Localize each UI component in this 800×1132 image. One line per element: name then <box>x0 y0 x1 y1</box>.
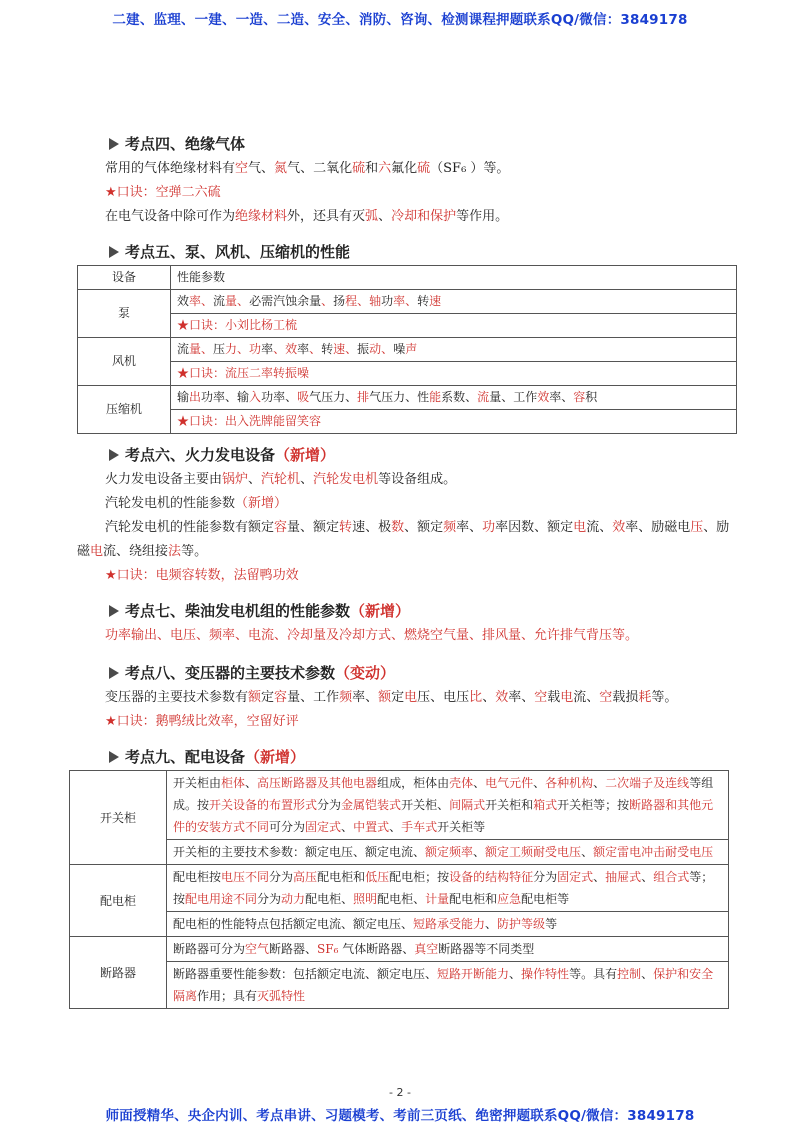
highlight-text: 配电用途不同 <box>185 892 258 906</box>
text-segment: 、 <box>473 776 486 790</box>
text-segment: 流、绕组接 <box>103 544 169 559</box>
device-cell: 断路器 <box>70 937 167 1009</box>
highlight-text: 短路开断能力 <box>437 967 510 981</box>
text-segment: 、 <box>593 776 606 790</box>
table-row <box>78 338 737 362</box>
text-segment: 、励磁 <box>77 520 730 559</box>
highlight-text: 开关设备的布置形式 <box>209 798 318 812</box>
section-4-para-1 <box>77 157 737 181</box>
section-5-heading: 考点五、泵、风机、压缩机的性能 <box>77 239 737 265</box>
highlight-text: 电 <box>560 690 574 705</box>
text-segment: 配电柜、 <box>377 892 426 906</box>
text-segment: 开关柜等 <box>437 820 486 834</box>
text-segment: 、 <box>248 472 262 487</box>
text-segment: 流、 <box>573 690 600 705</box>
section-6-heading: 考点六、火力发电设备（新增） <box>77 442 737 468</box>
highlight-text: 汽轮发电机 <box>313 472 379 487</box>
text-segment: 配电柜和 <box>449 892 498 906</box>
params-cell <box>171 386 737 410</box>
text-segment: 可分为 <box>269 820 306 834</box>
bottom-banner: 师面授精华、央企内训、考点串讲、习题模考、考前三页纸、绝密押题联系QQ/微信：3849178 <box>105 1108 695 1124</box>
text-segment: 开关柜和 <box>485 798 534 812</box>
highlight-text: 短路承受能力 <box>413 917 486 931</box>
text-segment: 率 <box>297 342 310 356</box>
highlight-text: 高压 <box>293 870 318 884</box>
highlight-text: 容 <box>274 520 288 535</box>
highlight-text: 率、 <box>393 294 418 308</box>
text-segment: 、 <box>641 870 654 884</box>
table-header-row <box>78 266 737 290</box>
distribution-table <box>69 770 729 1009</box>
mnemonic-cell: ★口诀：出入洗牌能留笑容 <box>171 410 737 434</box>
triangle-icon <box>109 751 119 763</box>
text-segment: 速、极 <box>352 520 392 535</box>
text-segment: 转 <box>321 342 334 356</box>
highlight-text: 电 <box>404 690 418 705</box>
mnemonic-cell: ★口诀：流压二率转振噪 <box>171 362 737 386</box>
highlight-text: 组合式 <box>653 870 690 884</box>
highlight-text: 硫 <box>352 161 366 176</box>
highlight-text: 入 <box>249 390 262 404</box>
section-6-para-2 <box>77 492 737 516</box>
header-device: 设备 <box>78 266 171 290</box>
page-content <box>77 130 737 1009</box>
highlight-text: 压 <box>690 520 704 535</box>
highlight-text: 额 <box>378 690 392 705</box>
text-segment: 和 <box>365 161 379 176</box>
highlight-text: 力、功 <box>225 342 262 356</box>
text-segment: 、 <box>389 820 402 834</box>
highlight-text: 固定式 <box>557 870 594 884</box>
text-segment: 率、 <box>352 690 379 705</box>
highlight-text: 控制 <box>617 967 642 981</box>
text-segment: 功 <box>381 294 394 308</box>
highlight-text: 、 <box>321 294 334 308</box>
highlight-text: 比 <box>469 690 483 705</box>
section-7-heading: 考点七、柴油发电机组的性能参数（新增） <box>77 598 737 624</box>
device-cell: 配电柜 <box>70 865 167 937</box>
highlight-text: 灭弧特性 <box>257 989 306 1003</box>
text-segment: 火力发电设备主要由 <box>105 472 223 487</box>
highlight-text: 量、 <box>189 342 214 356</box>
highlight-text: 速 <box>429 294 442 308</box>
text-segment: 率因数、额定 <box>495 520 574 535</box>
text-segment: 配电柜；按 <box>389 870 450 884</box>
header-params: 性能参数 <box>171 266 737 290</box>
section-8-para-1 <box>77 686 737 710</box>
text-segment: 等 <box>545 917 558 931</box>
page-number: - 2 - <box>389 1086 411 1099</box>
highlight-text: 壳体 <box>449 776 474 790</box>
highlight-text: 氮 <box>274 161 288 176</box>
highlight-text: 、 <box>309 342 322 356</box>
highlight-text: 、效 <box>273 342 298 356</box>
text-segment: 转 <box>417 294 430 308</box>
text-segment: 定 <box>261 690 275 705</box>
table-row <box>78 314 737 338</box>
params-cell <box>171 338 737 362</box>
text-segment: 、 <box>533 776 546 790</box>
text-segment: 配电柜和 <box>317 870 366 884</box>
highlight-text: 吸 <box>297 390 310 404</box>
highlight-text: 额 <box>248 690 262 705</box>
highlight-text: 声 <box>405 342 418 356</box>
highlight-text: 电压不同 <box>221 870 270 884</box>
detail-cell <box>167 962 729 1009</box>
section-6-mnemonic: ★口诀：电频容转数，法留鸭功效 <box>105 568 299 583</box>
highlight-text: 间隔式 <box>449 798 486 812</box>
text-segment: 断路器、 <box>269 942 318 956</box>
highlight-text: SF₆ <box>317 942 339 956</box>
text-segment: 汽轮发电机的性能参数有额定 <box>105 520 275 535</box>
text-segment: 配电柜的性能特点包括额定电流、额定电压、 <box>173 917 414 931</box>
section-7-para-1: 功率输出、电压、频率、电流、冷却量及冷却方式、燃烧空气量、排风量、允许排气背压等。 <box>105 628 639 643</box>
text-segment: 、 <box>509 967 522 981</box>
highlight-text: 真空 <box>414 942 439 956</box>
text-segment: 分为 <box>269 870 294 884</box>
text-segment: 在电气设备中除可作为 <box>105 209 236 224</box>
table-row <box>78 290 737 314</box>
text-segment: 、 <box>641 967 654 981</box>
performance-table <box>77 265 737 434</box>
section-8-mnemonic: ★口诀：鹅鸭绒比效率，空留好评 <box>105 714 299 729</box>
highlight-text: 操作特性 <box>521 967 570 981</box>
section-6-para-3 <box>77 516 737 564</box>
highlight-text: 弧 <box>365 209 379 224</box>
params-cell <box>171 290 737 314</box>
highlight-text: 流 <box>477 390 490 404</box>
highlight-text: 动力 <box>281 892 306 906</box>
section-4-heading: 考点四、绝缘气体 <box>77 131 737 157</box>
triangle-icon <box>109 449 119 461</box>
highlight-text: 额定工频耐受电压 <box>485 845 582 859</box>
highlight-text: 排 <box>357 390 370 404</box>
text-segment: 、 <box>581 845 594 859</box>
text-segment: 等。 <box>181 544 208 559</box>
text-segment: 汽轮发电机的性能参数 <box>105 496 236 511</box>
device-cell: 开关柜 <box>70 771 167 865</box>
text-segment: 、额定 <box>404 520 444 535</box>
highlight-text: 动、 <box>369 342 394 356</box>
text-segment: 、 <box>482 690 496 705</box>
text-segment: 、 <box>378 209 392 224</box>
text-segment: 作用；具有 <box>197 989 258 1003</box>
highlight-text: 效 <box>495 690 509 705</box>
mnemonic-cell: ★口诀：小刘比杨工梳 <box>171 314 737 338</box>
highlight-text: 法 <box>168 544 182 559</box>
highlight-text: 二次端子及连线 <box>605 776 690 790</box>
highlight-text: 空气 <box>245 942 270 956</box>
text-segment: 氟化 <box>391 161 418 176</box>
highlight-text: 空 <box>235 161 249 176</box>
highlight-text: 低压 <box>365 870 390 884</box>
table-row <box>70 771 729 840</box>
highlight-text: 冷却和保护 <box>391 209 457 224</box>
text-segment: 、 <box>593 870 606 884</box>
text-segment: 常用的气体绝缘材料有 <box>105 161 236 176</box>
text-segment: 断路器等不同类型 <box>438 942 535 956</box>
text-segment: 载 <box>547 690 561 705</box>
text-segment: 必需汽蚀余量 <box>249 294 322 308</box>
section-9-heading: 考点九、配电设备（新增） <box>77 744 737 770</box>
highlight-text: 频 <box>339 690 353 705</box>
section-6-para-1 <box>77 468 737 492</box>
highlight-text: 计量 <box>425 892 450 906</box>
highlight-text: （新增） <box>235 496 288 511</box>
text-segment: 噪 <box>393 342 406 356</box>
detail-cell <box>167 840 729 865</box>
text-segment: 功率、 <box>261 390 298 404</box>
highlight-text: 速、 <box>333 342 358 356</box>
text-segment: 压、电压 <box>417 690 470 705</box>
text-segment: 率 <box>261 342 274 356</box>
text-segment: 量、额定 <box>287 520 340 535</box>
text-segment: 气、二氧化 <box>287 161 353 176</box>
text-segment: 、 <box>473 845 486 859</box>
text-segment: 、 <box>341 820 354 834</box>
highlight-text: 效 <box>612 520 626 535</box>
text-segment: 振 <box>357 342 370 356</box>
highlight-text: 固定式 <box>305 820 342 834</box>
text-segment: 系数、 <box>441 390 478 404</box>
top-banner: 二建、监理、一建、一造、二造、安全、消防、咨询、检测课程押题联系QQ/微信：3849178 <box>112 12 688 28</box>
highlight-text: 照明 <box>353 892 378 906</box>
text-segment: 断路器重要性能参数：包括额定电流、额定电压、 <box>173 967 438 981</box>
table-row <box>70 962 729 1009</box>
highlight-text: 耗 <box>638 690 652 705</box>
text-segment: 率、 <box>549 390 574 404</box>
text-segment: 扬 <box>333 294 346 308</box>
highlight-text: 锅炉 <box>222 472 249 487</box>
highlight-text: 中置式 <box>353 820 390 834</box>
triangle-icon <box>109 605 119 617</box>
highlight-text: 柜体 <box>221 776 246 790</box>
highlight-text: 容 <box>573 390 586 404</box>
text-segment: 分为 <box>257 892 282 906</box>
text-segment: 断路器可分为 <box>173 942 246 956</box>
table-row <box>78 386 737 410</box>
device-cell: 压缩机 <box>78 386 171 434</box>
text-segment: 等；按 <box>173 870 714 906</box>
text-segment: 等作用。 <box>456 209 509 224</box>
text-segment: 定 <box>391 690 405 705</box>
text-segment: 压 <box>213 342 226 356</box>
detail-cell <box>167 771 729 840</box>
text-segment: （SF₆ ）等。 <box>430 161 510 176</box>
detail-cell <box>167 912 729 937</box>
triangle-icon <box>109 246 119 258</box>
highlight-text: 电 <box>573 520 587 535</box>
highlight-text: 容 <box>274 690 288 705</box>
highlight-text: 额定雷电冲击耐受电压 <box>593 845 714 859</box>
highlight-text: 电气元件 <box>485 776 534 790</box>
text-segment: 流、 <box>586 520 613 535</box>
highlight-text: 硫 <box>417 161 431 176</box>
highlight-text: 空 <box>599 690 613 705</box>
device-cell: 泵 <box>78 290 171 338</box>
text-segment: 外，还具有灭 <box>287 209 366 224</box>
text-segment: 率、 <box>456 520 483 535</box>
text-segment: 分为 <box>533 870 558 884</box>
highlight-text: 绝缘材料 <box>235 209 288 224</box>
highlight-text: 额定频率 <box>425 845 474 859</box>
highlight-text: 箱式 <box>533 798 558 812</box>
text-segment: 等。 <box>651 690 678 705</box>
highlight-text: 抽屉式 <box>605 870 642 884</box>
text-segment: 配电柜等 <box>521 892 570 906</box>
highlight-text: 功 <box>482 520 496 535</box>
text-segment: 、 <box>485 917 498 931</box>
table-row <box>78 362 737 386</box>
text-segment: 配电柜按 <box>173 870 222 884</box>
text-segment: 效 <box>177 294 190 308</box>
detail-cell <box>167 937 729 962</box>
text-segment: 配电柜、 <box>305 892 354 906</box>
highlight-text: 能 <box>429 390 442 404</box>
highlight-text: 效 <box>537 390 550 404</box>
table-row <box>70 937 729 962</box>
text-segment: 、 <box>245 776 258 790</box>
table-row <box>70 865 729 912</box>
highlight-text: 六 <box>378 161 392 176</box>
text-segment: 量、工作 <box>489 390 538 404</box>
text-segment: 开关柜由 <box>173 776 222 790</box>
highlight-text: 电 <box>90 544 104 559</box>
text-segment: 流 <box>177 342 190 356</box>
detail-cell <box>167 865 729 912</box>
text-segment: 率、 <box>508 690 535 705</box>
highlight-text: 保护和安全隔离 <box>173 967 714 1003</box>
highlight-text: 率、 <box>189 294 214 308</box>
text-segment: 气、 <box>248 161 275 176</box>
text-segment: 等设备组成。 <box>378 472 457 487</box>
text-segment: 气压力、性 <box>369 390 430 404</box>
highlight-text: 汽轮机 <box>261 472 301 487</box>
section-4-para-2 <box>77 205 737 229</box>
section-4-mnemonic: ★口诀：空弹二六硫 <box>105 185 221 200</box>
table-row <box>70 840 729 865</box>
highlight-text: 转 <box>339 520 353 535</box>
highlight-text: 各种机构 <box>545 776 594 790</box>
highlight-text: 断路器和其他元件的安装方式不同 <box>173 798 714 834</box>
highlight-text: 防护等级 <box>497 917 546 931</box>
highlight-text: 数 <box>391 520 405 535</box>
device-cell: 风机 <box>78 338 171 386</box>
text-segment: 开关柜的主要技术参数：额定电压、额定电流、 <box>173 845 426 859</box>
text-segment: 输 <box>177 390 190 404</box>
text-segment: 流 <box>213 294 226 308</box>
text-segment: 率、励磁电 <box>625 520 691 535</box>
text-segment: 气体断路器、 <box>338 942 415 956</box>
text-segment: 变压器的主要技术参数有 <box>105 690 249 705</box>
highlight-text: 高压断路器及其他电器 <box>257 776 378 790</box>
text-segment: 等组成。按 <box>173 776 714 812</box>
highlight-text: 程、轴 <box>345 294 382 308</box>
triangle-icon <box>109 138 119 150</box>
highlight-text: 设备的结构特征 <box>449 870 534 884</box>
highlight-text: 量、 <box>225 294 250 308</box>
text-segment: 量、工作 <box>287 690 340 705</box>
text-segment: 分为 <box>317 798 342 812</box>
text-segment: 积 <box>585 390 598 404</box>
text-segment: 、 <box>300 472 314 487</box>
text-segment: 载损 <box>612 690 639 705</box>
highlight-text: 金属铠装式 <box>341 798 402 812</box>
text-segment: 开关柜、 <box>401 798 450 812</box>
highlight-text: 频 <box>443 520 457 535</box>
text-segment: 开关柜等；按 <box>557 798 630 812</box>
text-segment: 组成，柜体由 <box>377 776 450 790</box>
section-8-heading: 考点八、变压器的主要技术参数（变动） <box>77 660 737 686</box>
text-segment: 功率、输 <box>201 390 250 404</box>
table-row <box>70 912 729 937</box>
highlight-text: 应急 <box>497 892 522 906</box>
triangle-icon <box>109 667 119 679</box>
highlight-text: 空 <box>534 690 548 705</box>
text-segment: 气压力、 <box>309 390 358 404</box>
text-segment: 等。具有 <box>569 967 618 981</box>
table-row <box>78 410 737 434</box>
highlight-text: 手车式 <box>401 820 438 834</box>
highlight-text: 出 <box>189 390 202 404</box>
